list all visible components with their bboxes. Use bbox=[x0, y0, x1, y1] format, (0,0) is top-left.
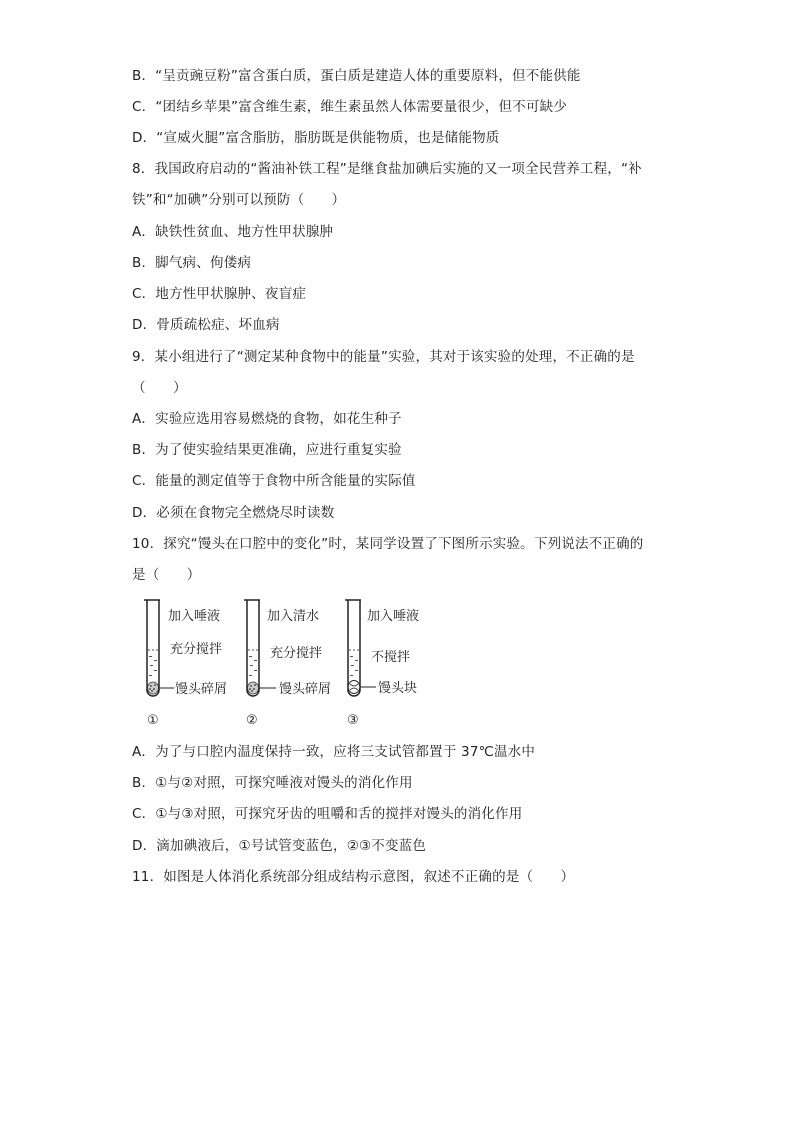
q9-stem-line1: 9．某小组进行了“测定某种食物中的能量”实验，其对于该实验的处理，不正确的是 bbox=[132, 349, 635, 365]
tube1-mid-label: 充分搅拌 bbox=[170, 642, 223, 657]
tube3-mid-label: 不搅拌 bbox=[371, 650, 411, 665]
q9-option-a: A．实验应选用容易燃烧的食物，如花生种子 bbox=[132, 411, 402, 427]
q7-option-c: C．“团结乡苹果”富含维生素，维生素虽然人体需要量很少，但不可缺少 bbox=[132, 99, 568, 115]
tube3-number: ③ bbox=[347, 713, 359, 728]
q8-option-d: D．骨质疏松症、坏血病 bbox=[132, 317, 280, 333]
q11-stem: 11．如图是人体消化系统部分组成结构示意图，叙述不正确的是（ ） bbox=[132, 869, 575, 885]
q8-option-b: B．脚气病、佝偻病 bbox=[132, 255, 252, 271]
tube2-top-label: 加入清水 bbox=[267, 609, 320, 624]
q9-option-c: C．能量的测定值等于食物中所含能量的实际值 bbox=[132, 473, 416, 489]
q7-option-b: B．“呈贡豌豆粉”富含蛋白质，蛋白质是建造人体的重要原料，但不能供能 bbox=[132, 68, 581, 84]
q7-option-d: D．“宣威火腿”富含脂肪，脂肪既是供能物质，也是储能物质 bbox=[132, 130, 500, 146]
q9-option-d: D．必须在食物完全燃烧尽时读数 bbox=[132, 505, 335, 521]
q10-option-a: A．为了与口腔内温度保持一致，应将三支试管都置于 37℃温水中 bbox=[132, 744, 536, 760]
q8-stem-line1: 8．我国政府启动的“酱油补铁工程”是继食盐加碘后实施的又一项全民营养工程，“补 bbox=[132, 161, 642, 177]
q10-stem-line1: 10．探究“馒头在口腔中的变化”时，某同学设置了下图所示实验。下列说法不正确的 bbox=[132, 536, 644, 552]
tube2-mid-label: 充分搅拌 bbox=[270, 646, 323, 661]
tube1-bottom-label: 馒头碎屑 bbox=[175, 682, 228, 697]
q10-option-d: D．滴加碘液后，①号试管变蓝色，②③不变蓝色 bbox=[132, 838, 427, 854]
tube3-top-label: 加入唾液 bbox=[367, 609, 420, 624]
q9-option-b: B．为了使实验结果更准确，应进行重复实验 bbox=[132, 442, 402, 458]
tube1-top-label: 加入唾液 bbox=[168, 609, 221, 624]
tube3-bottom-label: 馒头块 bbox=[378, 681, 418, 696]
q10-option-b: B．①与②对照，可探究唾液对馒头的消化作用 bbox=[132, 775, 413, 791]
q8-stem-line2: 铁”和“加碘”分别可以预防（ ） bbox=[132, 192, 346, 208]
tube1-number: ① bbox=[147, 713, 159, 728]
q8-option-c: C．地方性甲状腺肿、夜盲症 bbox=[132, 286, 307, 302]
q9-stem-line2: （ ） bbox=[132, 380, 187, 396]
q8-option-a: A．缺铁性贫血、地方性甲状腺肿 bbox=[132, 224, 334, 240]
tube2-number: ② bbox=[246, 713, 258, 728]
test-tube-figure bbox=[140, 598, 440, 734]
tube2-bottom-label: 馒头碎屑 bbox=[279, 682, 332, 697]
q10-stem-line2: 是（ ） bbox=[132, 567, 201, 583]
q10-option-c: C．①与③对照，可探究牙齿的咀嚼和舌的搅拌对馒头的消化作用 bbox=[132, 806, 523, 822]
